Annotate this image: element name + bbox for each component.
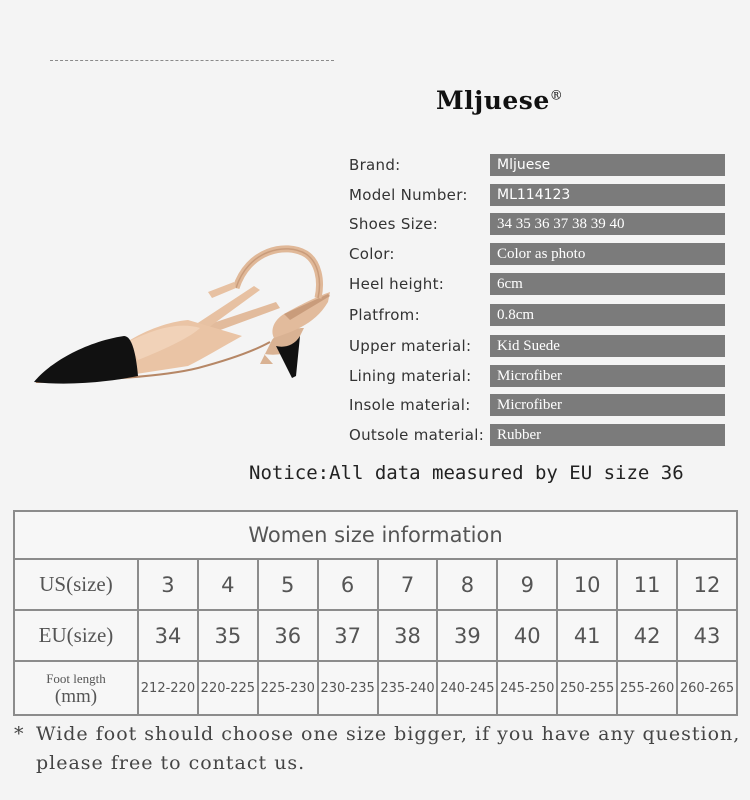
spec-row-heel-height [349,273,729,295]
spec-label: Lining material: [349,367,472,385]
note-line-2: please free to contact us. [36,752,306,774]
us-size-cell: 7 [378,559,438,610]
shoe-image [28,236,338,396]
spec-value: Color as photo [490,243,725,265]
eu-size-cell: 37 [318,610,378,661]
us-size-cell: 5 [258,559,318,610]
spec-label: Platfrom: [349,306,420,324]
spec-row-size [349,213,729,235]
spec-label: Model Number: [349,186,468,204]
eu-size-cell: 38 [378,610,438,661]
eu-size-cell: 35 [198,610,258,661]
us-size-cell: 12 [677,559,737,610]
eu-size-cell: 40 [497,610,557,661]
foot-length-cell: 235-240 [378,661,438,715]
eu-size-cell: 41 [557,610,617,661]
us-size-row [14,559,737,610]
us-size-cell: 3 [138,559,198,610]
spec-row-color [349,243,729,265]
spec-row-model [349,184,729,206]
us-size-cell: 4 [198,559,258,610]
spec-row-upper-material [349,335,729,357]
foot-length-cell: 225-230 [258,661,318,715]
spec-label: Outsole material: [349,426,485,444]
us-size-cell: 8 [437,559,497,610]
spec-value: Kid Suede [490,335,725,357]
eu-size-cell: 39 [437,610,497,661]
eu-size-row [14,610,737,661]
spec-value: Mljuese [490,154,725,176]
foot-length-cell: 230-235 [318,661,378,715]
foot-length-cell: 250-255 [557,661,617,715]
us-size-cell: 6 [318,559,378,610]
note-line-1: Wide foot should choose one size bigger, if you have any question, [36,723,741,745]
spec-label: Color: [349,245,395,263]
foot-length-unit: (mm) [54,686,98,707]
eu-size-label: EU(size) [14,610,138,661]
brand-name: Mljuese [436,86,550,115]
foot-length-label [14,661,138,715]
spec-row-platform [349,304,729,326]
spec-label: Shoes Size: [349,215,439,233]
spec-value: Microfiber [490,394,725,416]
foot-length-cell: 245-250 [497,661,557,715]
size-table [13,510,738,716]
note-asterisk: * [14,723,25,745]
spec-row-lining-material [349,365,729,387]
eu-size-cell: 43 [677,610,737,661]
foot-length-cell: 240-245 [437,661,497,715]
spec-label: Insole material: [349,396,471,414]
spec-value: ML114123 [490,184,725,206]
spec-label: Brand: [349,156,401,174]
spec-value: 34 35 36 37 38 39 40 [490,213,725,235]
foot-length-row [14,661,737,715]
us-size-label: US(size) [14,559,138,610]
foot-length-text: Foot length [46,671,106,686]
registered-mark: ® [549,88,564,104]
dashed-divider [50,60,334,61]
us-size-cell: 10 [557,559,617,610]
spec-row-insole-material [349,394,729,416]
foot-length-cell: 260-265 [677,661,737,715]
spec-value: 0.8cm [490,304,725,326]
foot-length-cell: 255-260 [617,661,677,715]
eu-size-cell: 42 [617,610,677,661]
us-size-cell: 11 [617,559,677,610]
spec-value: 6cm [490,273,725,295]
spec-row-outsole-material [349,424,729,446]
spec-value: Rubber [490,424,725,446]
size-table-title: Women size information [14,511,737,559]
eu-size-cell: 34 [138,610,198,661]
brand-logo [436,86,563,115]
foot-length-cell: 220-225 [198,661,258,715]
spec-label: Heel height: [349,275,445,293]
eu-size-cell: 36 [258,610,318,661]
spec-value: Microfiber [490,365,725,387]
measurement-notice: Notice:All data measured by EU size 36 [249,462,684,484]
sizing-note [14,720,744,778]
spec-label: Upper material: [349,337,472,355]
spec-row-brand [349,154,729,176]
us-size-cell: 9 [497,559,557,610]
foot-length-cell: 212-220 [138,661,198,715]
